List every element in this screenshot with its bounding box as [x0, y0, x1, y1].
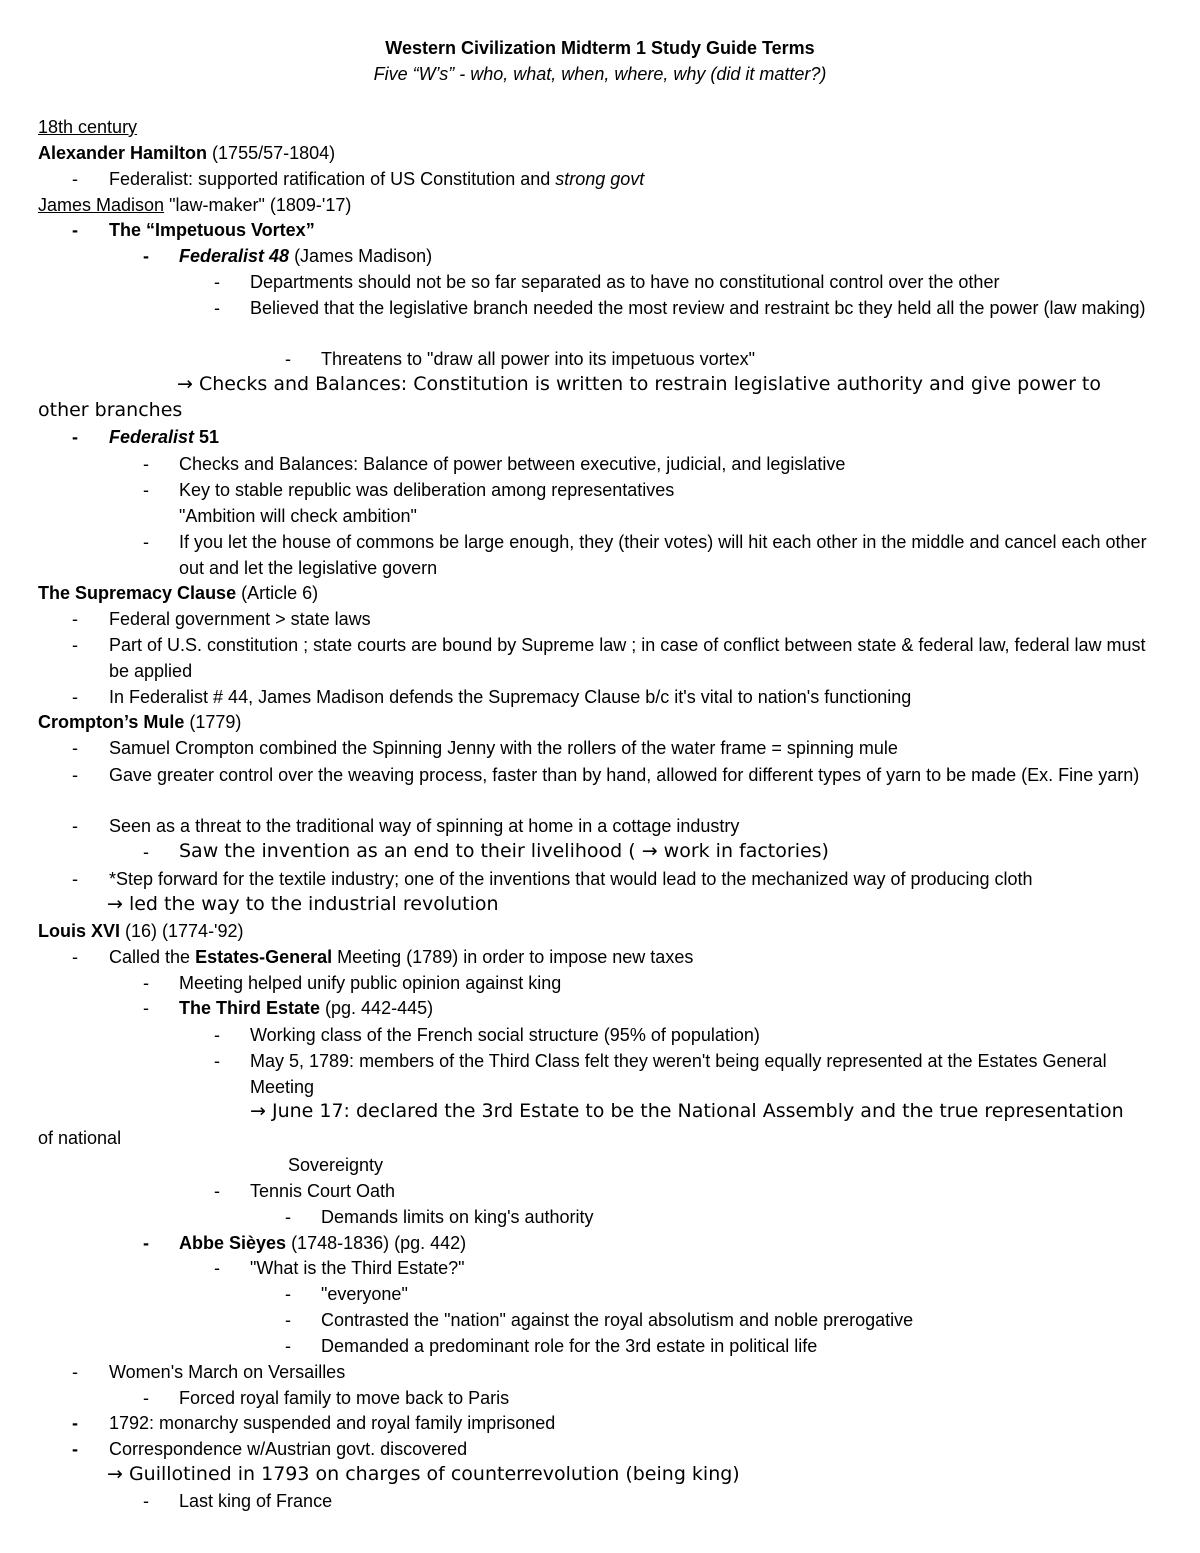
subterm-vortex: The “Impetuous Vortex”	[109, 220, 315, 240]
list-item: Contrasted the "nation" against the royal absolutism and noble prerogative	[321, 1310, 914, 1330]
bullet-dash: -	[143, 1233, 149, 1253]
item-text: Meeting (1789) in order to impose new taxes	[332, 947, 694, 967]
term-note: (pg. 442-445)	[320, 998, 434, 1018]
term-supremacy-clause	[38, 582, 318, 604]
list-item: Samuel Crompton combined the Spinning Jenny with the rollers of the water frame = spinning mule	[109, 738, 898, 758]
list-item: Saw the invention as an end to their livelihood ( → work in factories)	[179, 840, 829, 862]
list-item: Seen as a threat to the traditional way of spinning at home in a cottage industry	[109, 816, 740, 836]
bullet-dash: -	[285, 1336, 291, 1356]
list-item: Threatens to "draw all power into its impetuous vortex"	[321, 349, 755, 369]
arrow-note-continued: other branches	[38, 399, 183, 421]
arrow-note: → Checks and Balances: Constitution is written to restrain legislative authority and give power to	[177, 373, 1102, 395]
list-item	[109, 946, 693, 968]
bullet-dash: -	[72, 635, 78, 655]
list-item: Correspondence w/Austrian govt. discovered	[109, 1439, 468, 1459]
term-name: The Supremacy Clause	[38, 583, 237, 603]
list-item: Last king of France	[179, 1491, 333, 1511]
list-item: *Step forward for the textile industry; one of the inventions that would lead to the mechanized way of producing cloth	[109, 869, 1033, 889]
arrow-note-continued: of national	[38, 1128, 122, 1148]
bullet-dash: -	[72, 1413, 78, 1433]
term-name: Federalist 48	[179, 246, 290, 266]
list-item: "everyone"	[321, 1284, 408, 1304]
item-text: Called the	[109, 947, 196, 967]
term-note: (Article 6)	[236, 583, 319, 603]
bullet-dash: -	[72, 947, 78, 967]
list-item: Believed that the legislative branch needed the most review and restraint bc they held all the power (law making)	[250, 298, 1146, 318]
bullet-dash: -	[143, 480, 149, 500]
term-name: Alexander Hamilton	[38, 143, 208, 163]
bullet-dash: -	[143, 998, 149, 1018]
page-title: Western Civilization Midterm 1 Study Guide Terms	[385, 38, 815, 58]
subterm-third-estate	[179, 997, 433, 1019]
arrow-note: → led the way to the industrial revolution	[107, 893, 499, 915]
bullet-dash: -	[285, 1310, 291, 1330]
section-heading: 18th century	[38, 117, 138, 137]
bullet-dash: -	[214, 272, 220, 292]
bullet-dash: -	[72, 169, 78, 189]
subterm-federalist-48	[179, 245, 432, 267]
bullet-dash: -	[143, 246, 149, 266]
list-item: Checks and Balances: Balance of power between executive, judicial, and legislative	[179, 454, 846, 474]
bullet-dash: -	[72, 738, 78, 758]
term-note: (James Madison)	[289, 246, 433, 266]
bullet-dash: -	[143, 842, 149, 862]
term-cromptons-mule	[38, 711, 241, 733]
item-bold: Estates-General	[195, 947, 333, 967]
item-text: Federalist: supported ratification of US Constitution and	[109, 169, 556, 189]
bullet-dash: -	[214, 298, 220, 318]
term-name: Louis XVI	[38, 921, 121, 941]
list-item: Key to stable republic was deliberation among representatives	[179, 480, 675, 500]
bullet-dash: -	[214, 1051, 220, 1071]
term-name: James Madison	[38, 195, 165, 215]
list-item: Federal government > state laws	[109, 609, 371, 629]
bullet-dash: -	[72, 427, 78, 447]
bullet-dash: -	[72, 869, 78, 889]
list-item: In Federalist # 44, James Madison defends the Supremacy Clause b/c it's vital to nation's functioning	[109, 687, 912, 707]
bullet-dash: -	[143, 1491, 149, 1511]
list-item: If you let the house of commons be large enough, they (their votes) will hit each other in the middle and cancel each other out and let the legislative govern	[179, 532, 1147, 578]
bullet-dash: -	[72, 765, 78, 785]
bullet-dash: -	[214, 1181, 220, 1201]
bullet-dash: -	[143, 454, 149, 474]
list-item: Demanded a predominant role for the 3rd estate in political life	[321, 1336, 818, 1356]
list-item: Women's March on Versailles	[109, 1362, 346, 1382]
term-name: Crompton’s Mule	[38, 712, 185, 732]
list-item: Gave greater control over the weaving process, faster than by hand, allowed for different types of yarn to be made (Ex. Fine yarn)	[109, 765, 1140, 785]
bullet-dash: -	[285, 1207, 291, 1227]
subterm-federalist-51	[109, 426, 219, 448]
term-number: 51	[194, 427, 220, 447]
list-item: May 5, 1789: members of the Third Class felt they weren't being equally represented at the Estates General Meeting	[250, 1051, 1107, 1097]
bullet-dash: -	[143, 1388, 149, 1408]
term-hamilton	[38, 142, 335, 164]
list-item: "What is the Third Estate?"	[250, 1258, 465, 1278]
term-dates: (16) (1774-'92)	[120, 921, 244, 941]
term-name: Abbe Sièyes	[179, 1233, 287, 1253]
bullet-dash: -	[285, 349, 291, 369]
term-dates: (1779)	[184, 712, 242, 732]
list-item: Departments should not be so far separated as to have no constitutional control over the other	[250, 272, 1000, 292]
list-item: Tennis Court Oath	[250, 1181, 396, 1201]
term-note: (1748-1836) (pg. 442)	[286, 1233, 467, 1253]
term-louis-xvi	[38, 920, 244, 942]
bullet-dash: -	[72, 687, 78, 707]
list-item: Forced royal family to move back to Paris	[179, 1388, 510, 1408]
subterm-abbe-sieyes	[179, 1232, 466, 1254]
arrow-note: → June 17: declared the 3rd Estate to be the National Assembly and the true representation	[250, 1100, 1124, 1122]
list-item: 1792: monarchy suspended and royal family imprisoned	[109, 1413, 556, 1433]
term-name: The Third Estate	[179, 998, 321, 1018]
term-dates: "law-maker" (1809-'17)	[164, 195, 352, 215]
term-name: Federalist	[109, 427, 195, 447]
bullet-dash: -	[72, 816, 78, 836]
list-item: Meeting helped unify public opinion against king	[179, 973, 562, 993]
list-item: Demands limits on king's authority	[321, 1207, 594, 1227]
bullet-dash: -	[72, 1439, 78, 1459]
list-item: Part of U.S. constitution ; state courts are bound by Supreme law ; in case of conflict between state & federal law, federal law must be applied	[109, 635, 1146, 681]
bullet-dash: -	[72, 220, 78, 240]
bullet-dash: -	[72, 1362, 78, 1382]
item-emphasis: strong govt	[555, 169, 645, 189]
bullet-dash: -	[285, 1284, 291, 1304]
bullet-dash: -	[214, 1025, 220, 1045]
bullet-dash: -	[72, 609, 78, 629]
bullet-dash: -	[214, 1258, 220, 1278]
bullet-dash: -	[143, 973, 149, 993]
term-madison	[38, 194, 351, 216]
arrow-note-continued: Sovereignty	[288, 1155, 384, 1175]
list-item	[109, 168, 644, 190]
term-dates: (1755/57-1804)	[207, 143, 336, 163]
page-subtitle: Five “W’s” - who, what, when, where, why (did it matter?)	[373, 64, 827, 84]
arrow-note: → Guillotined in 1793 on charges of counterrevolution (being king)	[107, 1463, 740, 1485]
list-item-quote: "Ambition will check ambition"	[179, 506, 417, 526]
list-item: Working class of the French social structure (95% of population)	[250, 1025, 760, 1045]
bullet-dash: -	[143, 532, 149, 552]
